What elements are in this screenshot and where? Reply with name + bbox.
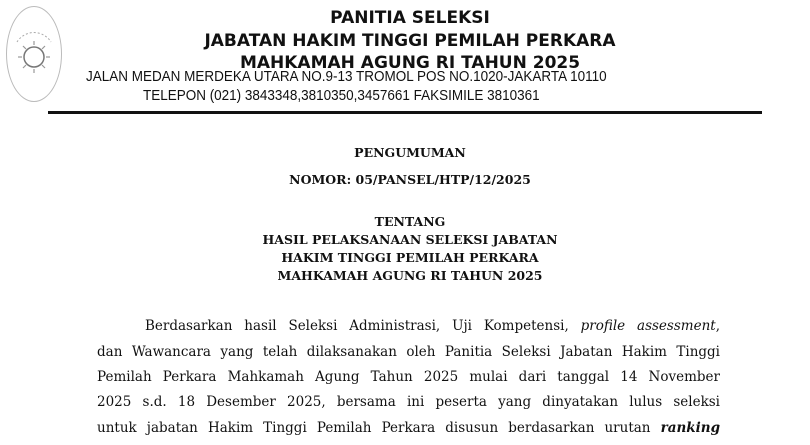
announcement-number: NOMOR: 05/PANSEL/HTP/12/2025 xyxy=(289,172,531,187)
subject-line: HASIL PELAKSANAAN SELEKSI JABATAN xyxy=(262,232,558,247)
letterhead-divider xyxy=(48,111,762,114)
position-name: JABATAN HAKIM TINGGI PEMILAH PERKARA xyxy=(204,31,616,51)
subject-line: MAHKAMAH AGUNG RI TAHUN 2025 xyxy=(277,268,543,283)
body-paragraph-line: dan Wawancara yang telah dilaksanakan oleh Panitia Seleksi Jabatan Hakim Tinggi xyxy=(97,344,720,360)
institution-name: MAHKAMAH AGUNG RI TAHUN 2025 xyxy=(239,53,581,73)
about-label: TENTANG xyxy=(374,214,446,229)
committee-name: PANITIA SELEKSI xyxy=(330,8,490,28)
body-paragraph-line xyxy=(97,420,720,436)
body-paragraph-line xyxy=(145,318,720,334)
emphasis-text: ranking xyxy=(660,420,721,436)
body-text: Berdasarkan hasil Seleksi Administrasi, Uji Kompetensi, xyxy=(145,318,569,334)
emphasis-text: profile assessment xyxy=(580,318,716,334)
body-text: , xyxy=(715,318,720,334)
subject-line: HAKIM TINGGI PEMILAH PERKARA xyxy=(281,250,539,265)
address: JALAN MEDAN MERDEKA UTARA NO.9-13 TROMOL POS NO.1020-JAKARTA 10110 xyxy=(86,69,607,85)
mahkamah-agung-logo xyxy=(6,6,62,102)
phone-fax: TELEPON (021) 3843348,3810350,3457661 FAKSIMILE 3810361 xyxy=(143,88,540,104)
sun-emblem-icon xyxy=(7,7,61,101)
body-paragraph-line: 2025 s.d. 18 Desember 2025, bersama ini peserta yang dinyatakan lulus seleksi xyxy=(97,394,720,410)
body-text: untuk jabatan Hakim Tinggi Pemilah Perkara disusun berdasarkan urutan xyxy=(97,420,651,436)
announcement-title: PENGUMUMAN xyxy=(354,145,466,160)
body-paragraph-line: Pemilah Perkara Mahkamah Agung Tahun 2025 mulai dari tanggal 14 November xyxy=(97,369,720,385)
